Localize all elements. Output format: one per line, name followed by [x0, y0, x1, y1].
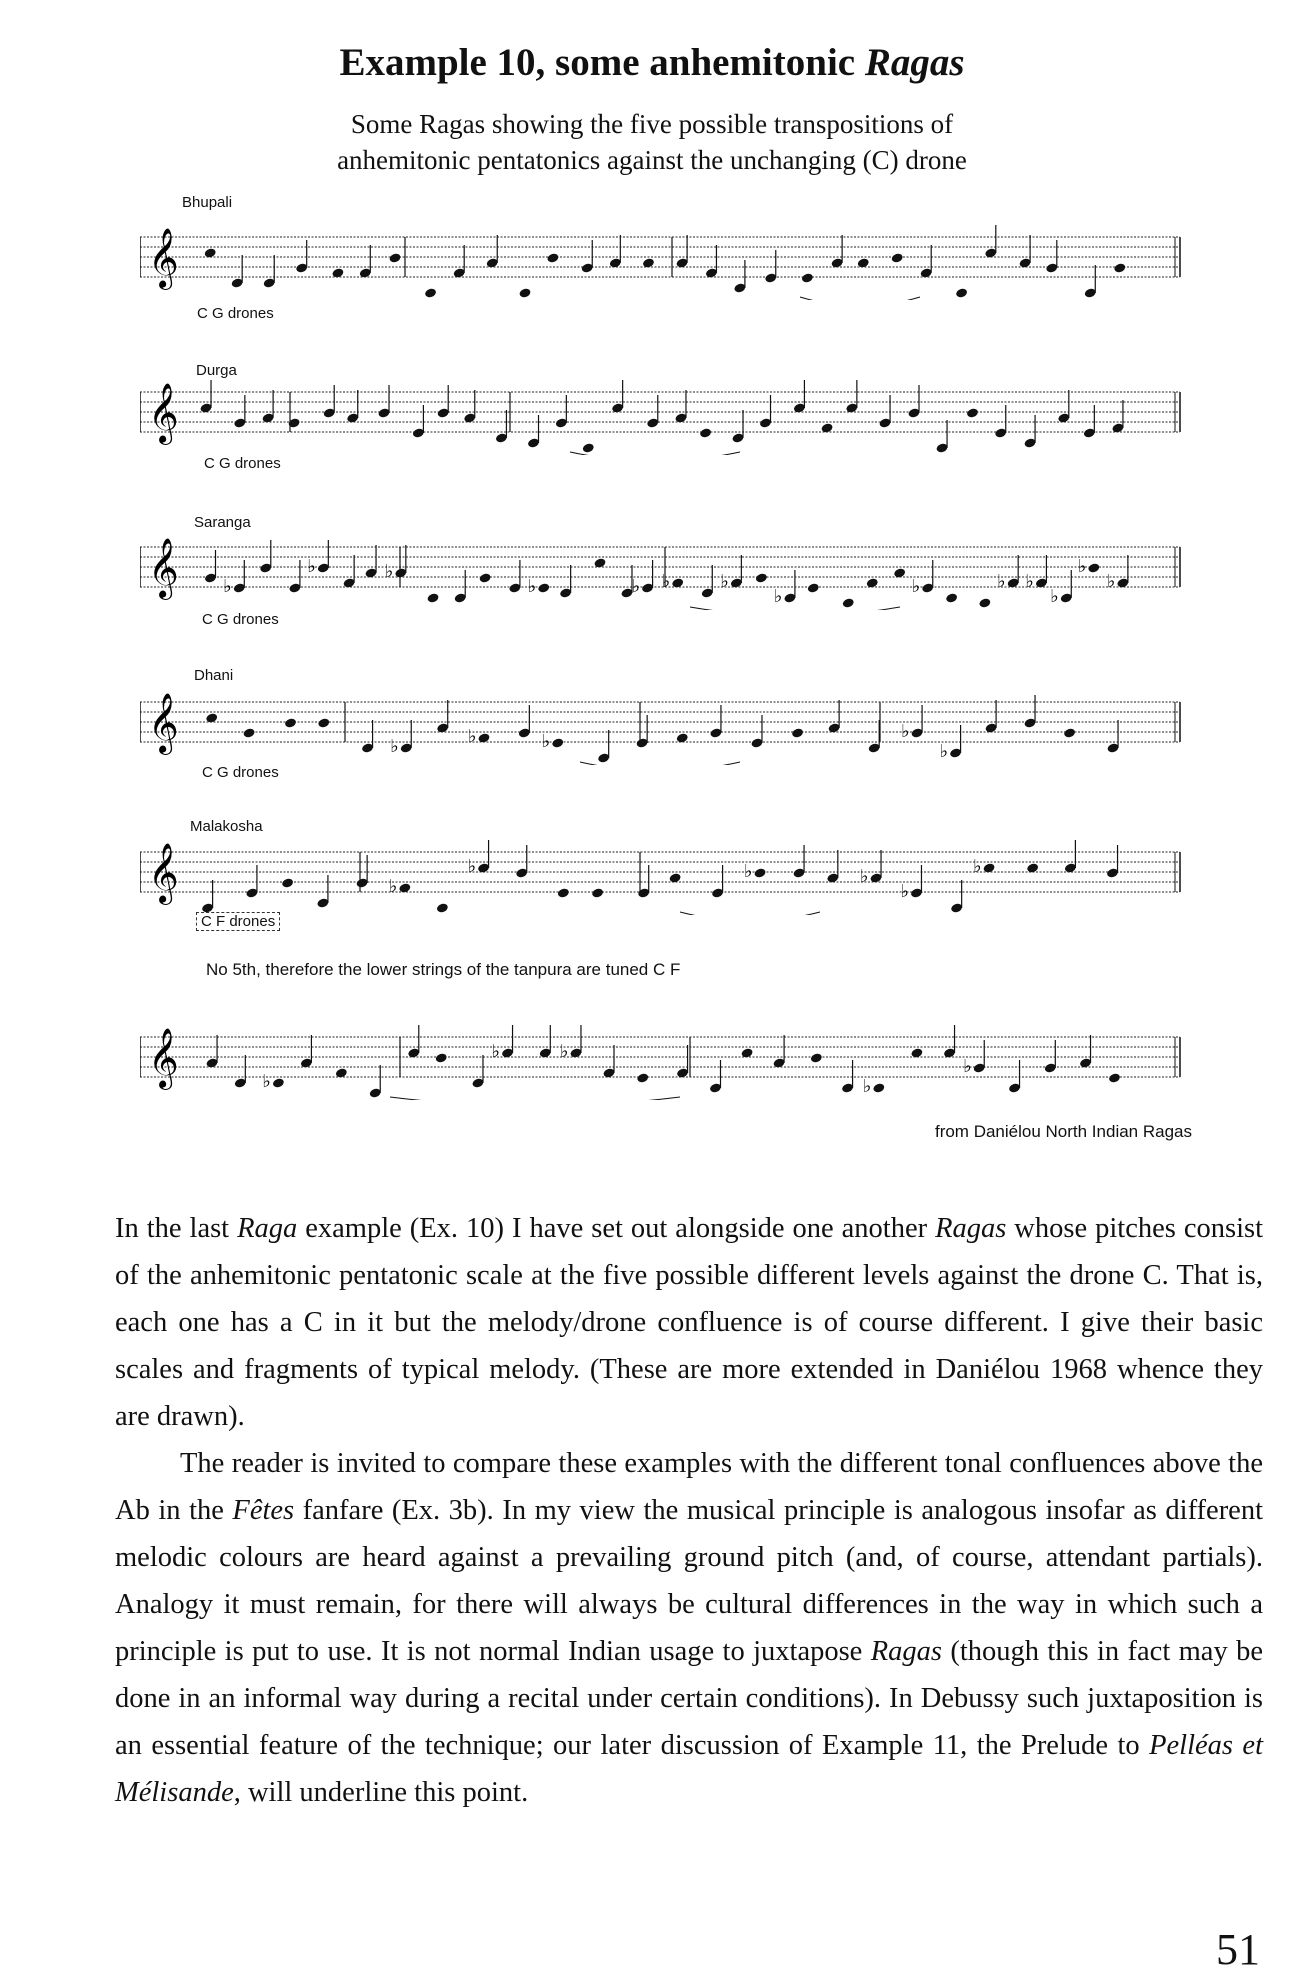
drones-box: C F drones [196, 912, 280, 931]
notehead [978, 597, 991, 608]
flat-sign: ♭ [720, 571, 729, 592]
notehead [537, 582, 550, 593]
flat-sign: ♭ [997, 571, 1006, 592]
slur [800, 297, 920, 300]
notehead [427, 592, 440, 603]
tanpura-note: No 5th, therefore the lower strings of the tanpura are tuned C F [206, 960, 681, 979]
raga-drones-dhani: C G drones [202, 764, 279, 781]
p2-text-3: (though this in fact may be done in an informal way during a recital under certain conditions). In Debussy such juxtaposition is an essential feature of the technique; our later discussion of Example 11, the Prelude to [115, 1636, 1263, 1761]
notehead [801, 272, 814, 283]
flat-sign: ♭ [1106, 571, 1116, 592]
flat-sign: ♭ [390, 736, 399, 757]
subtitle-line-2: anhemitonic pentatonics against the unchanging (C) drone [337, 145, 967, 175]
treble-clef-icon: 𝄞 [148, 383, 179, 443]
raga-name-durga: Durga [196, 362, 237, 379]
flat-sign: ♭ [384, 561, 394, 582]
flat-sign: ♭ [1050, 586, 1059, 607]
notehead [479, 572, 492, 583]
notehead [945, 592, 958, 603]
raga-name-saranga: Saranga [194, 514, 251, 531]
notehead [557, 887, 570, 898]
p1-text-1: In the last [115, 1213, 238, 1244]
notehead [317, 717, 330, 728]
notehead [546, 252, 559, 263]
notehead [791, 727, 804, 738]
notehead [436, 902, 449, 913]
subtitle-line-1: Some Ragas showing the five possible transpositions of [350, 109, 954, 139]
p2-emphasis-2: Ragas [870, 1636, 942, 1667]
notehead [755, 572, 768, 583]
raga-drones-bhupali: C G drones [197, 305, 274, 322]
p2-emphasis-3: Pelléas et Mélisande [115, 1730, 1263, 1808]
source-credit: from Daniélou North Indian Ragas [934, 1122, 1192, 1141]
notehead [1108, 1072, 1121, 1083]
staff-dhani [140, 680, 1200, 765]
flat-sign: ♭ [307, 556, 316, 577]
flat-sign: ♭ [1077, 556, 1087, 577]
flat-sign: ♭ [541, 731, 551, 752]
notehead [842, 597, 855, 608]
staff-group [140, 538, 1180, 610]
notehead [389, 252, 402, 263]
notehead [636, 1072, 649, 1083]
treble-clef-icon: 𝄞 [148, 693, 179, 753]
staff-group [140, 1025, 1180, 1100]
notehead [699, 427, 712, 438]
notehead [435, 1052, 448, 1063]
raga-name-malakosha: Malakosha [190, 818, 263, 835]
notehead [281, 877, 294, 888]
staff-saranga [140, 525, 1200, 610]
p1-text-2: example (Ex. 10) I have set out alongside one another [297, 1213, 936, 1244]
notehead [477, 732, 490, 743]
example-subtitle [0, 106, 1304, 178]
notehead [810, 1052, 823, 1063]
notehead [1087, 562, 1100, 573]
flat-sign: ♭ [661, 571, 671, 592]
flat-sign: ♭ [963, 1056, 972, 1077]
slur [580, 762, 740, 765]
example-title-text: Example 10, some anhemitonic [339, 41, 865, 84]
flat-sign: ♭ [744, 861, 753, 882]
notehead [1113, 262, 1126, 273]
notehead [272, 1077, 285, 1088]
notehead [284, 717, 297, 728]
notehead [955, 287, 968, 298]
p1-text-3: whose pitches consist of the anhemitonic pentatonic scale at the five possible different levels against the drone C. That is, each one has a C in it but the melody/drone confluence is of course different. I give their basic scales and fragments of typical melody. (These are more extended in Daniélou 1968 whence they are drawn). [115, 1213, 1263, 1432]
staff-group [140, 693, 1180, 765]
notehead [753, 867, 766, 878]
raga-name-bhupali: Bhupali [182, 194, 233, 211]
flat-sign: ♭ [973, 856, 982, 877]
slur [690, 607, 900, 610]
p2-text-2: fanfare (Ex. 3b). In my view the musical principle is analogous insofar as different melodic colours are heard against a prevailing ground pitch (and, of course, attendant partials). Analogy it must remain, for there will always be cultural differences in the way in which such a principle is put to use. It is not normal Indian usage to juxtapose [115, 1495, 1263, 1667]
staff-group [140, 380, 1180, 455]
slur [570, 452, 740, 455]
p1-emphasis-1: Raga [237, 1213, 298, 1244]
staff-bhupali [140, 215, 1200, 300]
flat-sign: ♭ [901, 721, 910, 742]
flat-sign: ♭ [773, 586, 783, 607]
notehead [582, 442, 595, 453]
notehead [551, 737, 564, 748]
flat-sign: ♭ [900, 881, 909, 902]
flat-sign: ♭ [527, 576, 537, 597]
notehead [1063, 727, 1076, 738]
example-title-emphasis: Ragas [864, 41, 965, 84]
flat-sign: ♭ [262, 1071, 271, 1092]
staff-group [140, 225, 1180, 300]
p2-text-1: The reader is invited to compare these examples with the different tonal confluences above the Ab in the [115, 1448, 1263, 1526]
raga-drones-durga: C G drones [204, 455, 281, 472]
raga-name-dhani: Dhani [194, 667, 234, 684]
staff-group [140, 840, 1180, 915]
body-text [115, 1205, 1263, 1816]
notehead [518, 287, 531, 298]
slur [680, 912, 820, 915]
flat-sign: ♭ [467, 856, 477, 877]
staff-malakosha-melody [140, 1015, 1200, 1100]
raga-drones-saranga: C G drones [202, 611, 279, 628]
page-number: 51 [1216, 1925, 1260, 1974]
flat-sign: ♭ [939, 741, 949, 762]
notehead [642, 257, 655, 268]
treble-clef-icon: 𝄞 [148, 1028, 179, 1088]
raga-drones-malakosha [196, 913, 280, 930]
treble-clef-icon: 𝄞 [148, 228, 179, 288]
notehead [424, 287, 437, 298]
flat-sign: ♭ [631, 576, 641, 597]
flat-sign: ♭ [860, 866, 869, 887]
notehead [966, 407, 979, 418]
treble-clef-icon: 𝄞 [148, 843, 179, 903]
notehead [872, 1082, 885, 1093]
flat-sign: ♭ [467, 726, 477, 747]
notehead [591, 887, 604, 898]
paragraph-1 [115, 1205, 1263, 1440]
flat-sign: ♭ [862, 1076, 872, 1097]
staff-durga [140, 370, 1200, 455]
notehead [243, 727, 256, 738]
flat-sign: ♭ [388, 876, 398, 897]
p2-emphasis-1: Fêtes [232, 1495, 295, 1526]
p1-emphasis-2: Ragas [935, 1213, 1007, 1244]
flat-sign: ♭ [559, 1041, 569, 1062]
staff-malakosha [140, 830, 1200, 915]
paragraph-2 [115, 1440, 1263, 1816]
notehead [891, 252, 904, 263]
flat-sign: ♭ [911, 576, 921, 597]
flat-sign: ♭ [223, 576, 232, 597]
treble-clef-icon: 𝄞 [148, 538, 179, 598]
flat-sign: ♭ [1025, 571, 1034, 592]
notehead [807, 582, 820, 593]
slur [390, 1097, 680, 1100]
flat-sign: ♭ [491, 1041, 501, 1062]
example-title [0, 40, 1304, 85]
p2-text-4: , will underline this point. [233, 1777, 529, 1808]
